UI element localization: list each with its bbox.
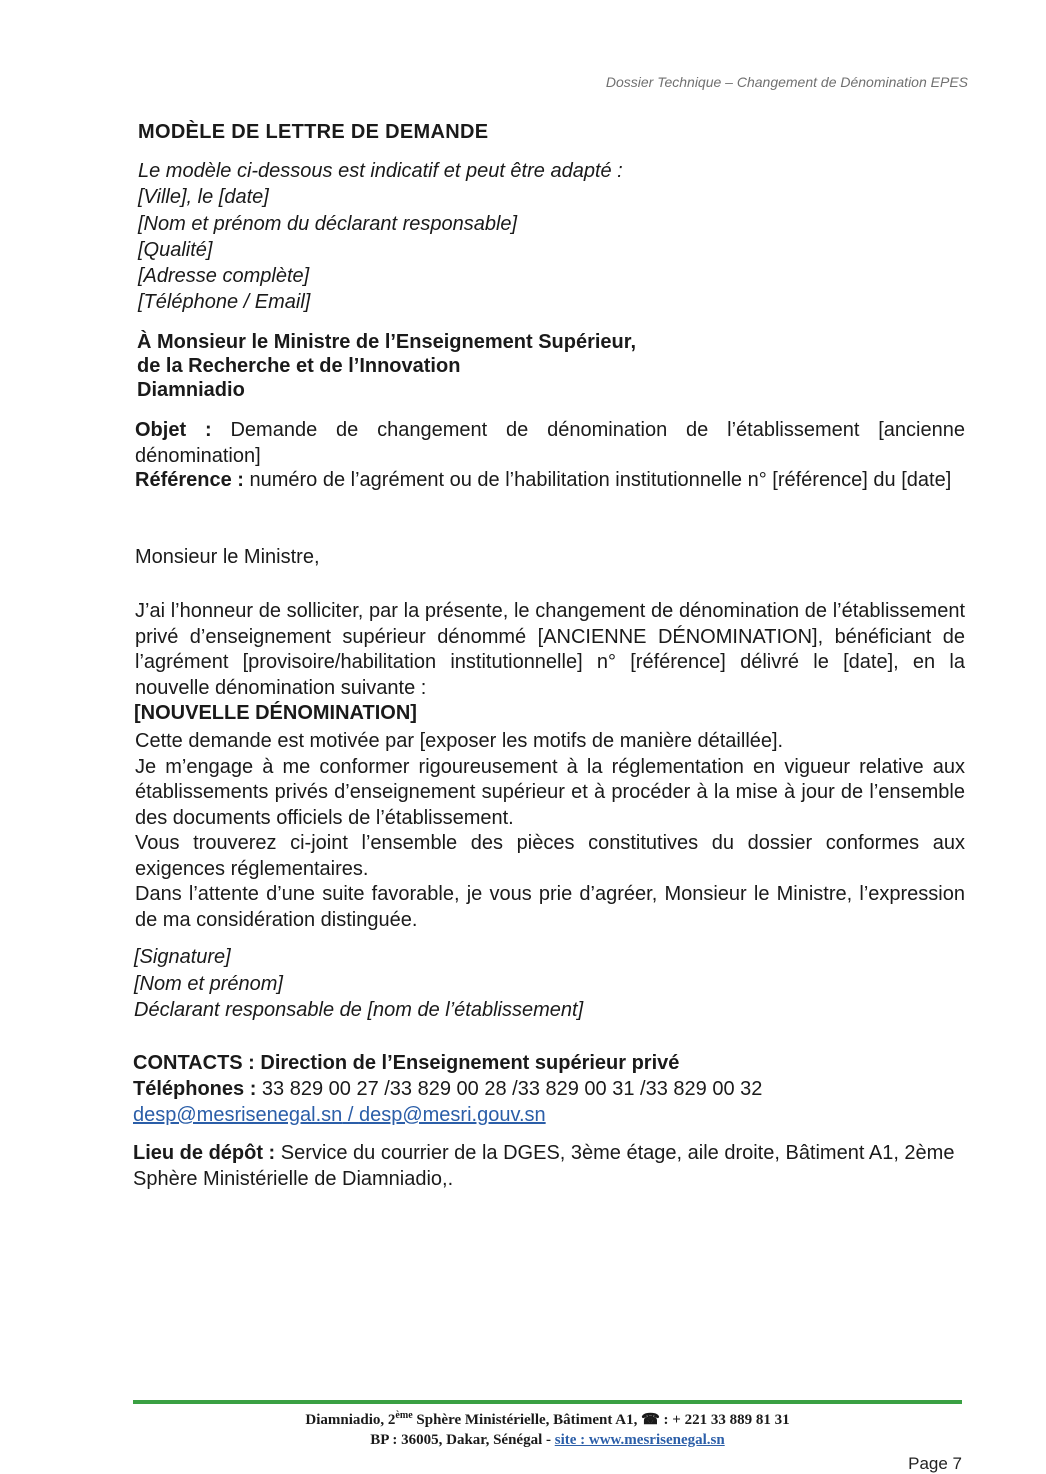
contacts-phones <box>133 1076 762 1102</box>
addressee-line-2: de la Recherche et de l’Innovation <box>137 355 461 377</box>
footer-address-line <box>133 1406 962 1430</box>
body-attachments: Vous trouverez ci-joint l’ensemble des pièces constitutives du dossier conformes aux exigences réglementaires. <box>135 832 965 880</box>
reference-paragraph <box>135 468 965 494</box>
template-intro: Le modèle ci-dessous est indicatif et peut être adapté : <box>138 160 623 182</box>
depot-label: Lieu de dépôt : <box>133 1142 276 1164</box>
page-number: Page 7 <box>908 1454 962 1473</box>
contacts-emails <box>133 1102 762 1128</box>
reference-label: Référence : <box>135 469 244 491</box>
contacts-heading: CONTACTS : Direction de l’Enseignement supérieur privé <box>133 1052 680 1074</box>
signature-block <box>134 944 583 1024</box>
phone-icon: ☎ <box>641 1412 660 1428</box>
footer-phone: : + 221 33 889 81 31 <box>659 1412 790 1428</box>
reference-text: numéro de l’agrément ou de l’habilitation institutionnelle n° [référence] du [date] <box>243 469 952 491</box>
objet-label: Objet <box>135 419 187 441</box>
template-address: [Adresse complète] <box>138 265 310 288</box>
body-closing: Dans l’attente d’une suite favorable, je vous prie d’agréer, Monsieur le Ministre, l’expression de ma considération distinguée. <box>135 883 965 931</box>
addressee-line-3: Diamniadio <box>137 379 245 401</box>
objet-separator: : <box>186 419 231 441</box>
template-city-date: [Ville], le [date] <box>138 186 269 209</box>
salutation: Monsieur le Ministre, <box>135 546 320 568</box>
addressee-block <box>137 330 636 402</box>
template-quality: [Qualité] <box>138 238 213 261</box>
body-paragraph-1: J’ai l’honneur de solliciter, par la présente, le changement de dénomination de l’établissement privé d’enseignement supérieur dénommé [ANCIENNE DÉNOMINATION], bénéficiant de l’agrément [provisoire/habilitation institutionnelle] n° [référence] délivré le [date], en la nouvelle dénomination suivante : <box>135 600 965 699</box>
body-commitment: Je m’engage à me conformer rigoureusement à la réglementation en vigueur relative aux établissements privés d’enseignement supérieur et à procéder à la mise à jour de l’ensemble des documents officiels de l’établissement. <box>135 755 965 829</box>
addressee-line-1: À Monsieur le Ministre de l’Enseignement Supérieur, <box>137 331 637 353</box>
template-declarant-name: [Nom et prénom du déclarant responsable] <box>138 212 518 235</box>
depot-paragraph <box>133 1140 965 1192</box>
body-paragraph-2 <box>135 729 965 933</box>
objet-paragraph <box>135 418 965 469</box>
footer-address-b: Sphère Ministérielle, Bâtiment A1, <box>412 1412 642 1428</box>
footer-divider <box>133 1400 962 1404</box>
template-placeholder-block <box>138 158 623 316</box>
header-note: Dossier Technique – Changement de Dénomination EPES <box>605 74 968 90</box>
footer <box>133 1406 962 1450</box>
footer-site-link[interactable]: site : www.mesrisenegal.sn <box>554 1432 725 1448</box>
email-separator: / <box>342 1104 359 1126</box>
new-name-placeholder: [NOUVELLE DÉNOMINATION] <box>134 702 417 724</box>
signature-role: Déclarant responsable de [nom de l’établissement] <box>134 999 584 1021</box>
footer-postal: BP : 36005, Dakar, Sénégal - <box>370 1432 555 1448</box>
signature-placeholder: [Signature] <box>134 946 231 968</box>
template-phone-email: [Téléphone / Email] <box>138 291 311 314</box>
email-link-1[interactable]: desp@mesrisenegal.sn <box>133 1104 343 1126</box>
phones-value: 33 829 00 27 /33 829 00 28 /33 829 00 31 /33 829 00 32 <box>256 1078 763 1100</box>
footer-superscript: ème <box>395 1410 413 1421</box>
objet-text: Demande de changement de dénomination de l’établissement [ancienne dénomination] <box>135 419 965 467</box>
email-link-2[interactable]: desp@mesri.gouv.sn <box>358 1104 546 1126</box>
contacts-block <box>133 1050 762 1128</box>
footer-address-a: Diamniadio, 2 <box>305 1412 396 1428</box>
depot-text: Service du courrier de la DGES, 3ème étage, aile droite, Bâtiment A1, 2ème Sphère Ministérielle de Diamniadio,. <box>133 1142 955 1190</box>
body-motivation: Cette demande est motivée par [exposer les motifs de manière détaillée]. <box>135 730 784 752</box>
document-title: MODÈLE DE LETTRE DE DEMANDE <box>138 121 489 143</box>
phones-label: Téléphones : <box>133 1078 257 1100</box>
signature-name: [Nom et prénom] <box>134 972 283 995</box>
footer-postal-line <box>133 1430 962 1450</box>
